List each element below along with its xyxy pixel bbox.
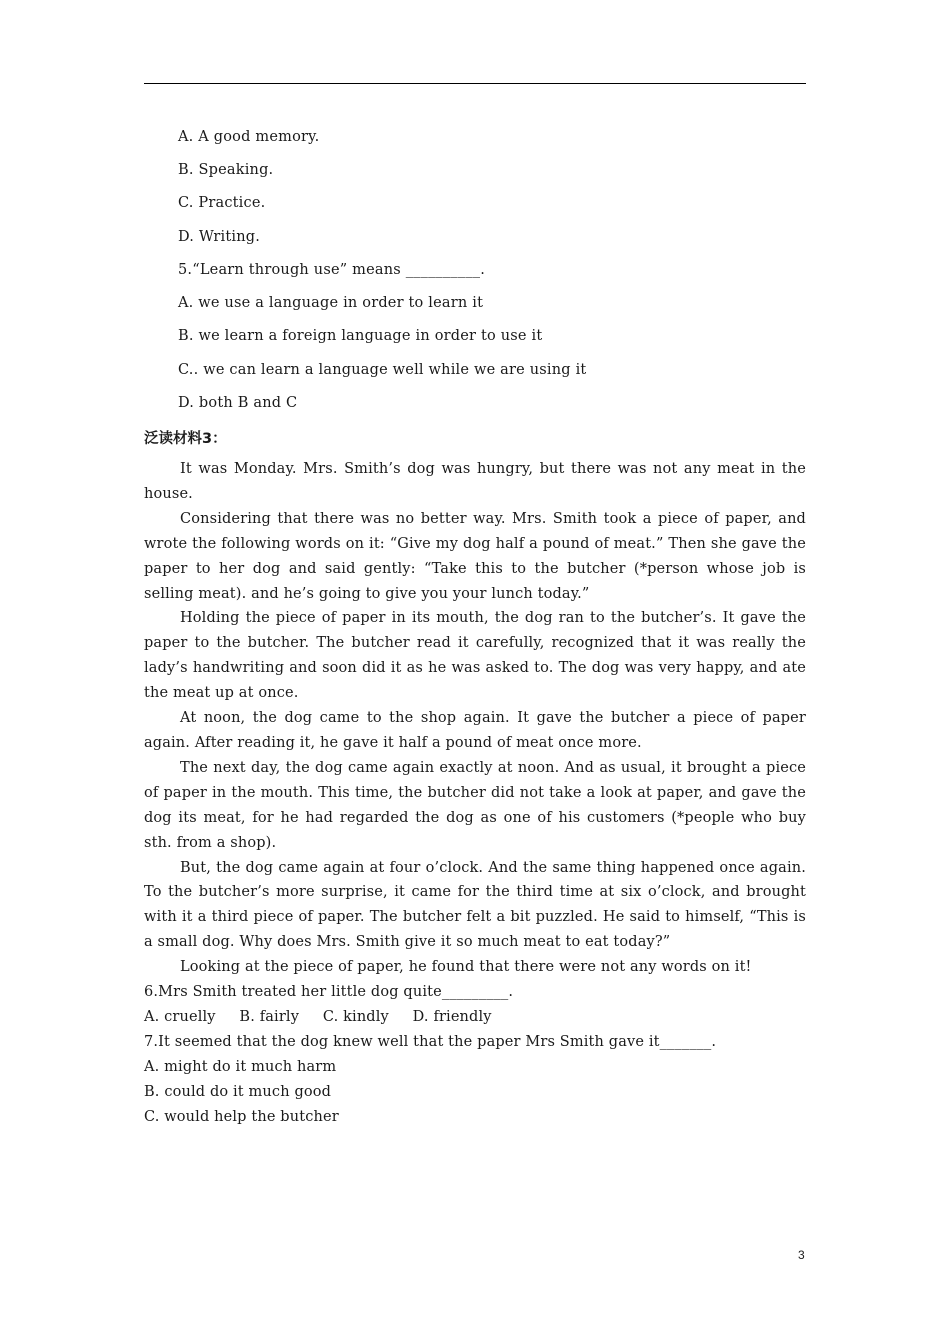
q5-option-a: A. we use a language in order to learn it bbox=[178, 295, 484, 311]
question-7: 7.It seemed that the dog knew well that the paper Mrs Smith gave it_______. bbox=[144, 1033, 717, 1050]
paragraph: At noon, the dog came to the shop again. It gave the butcher a piece of paper again. After reading it, he gave it half a pound of meat once more. bbox=[144, 710, 806, 751]
section-heading: 泛读材料3： bbox=[144, 431, 227, 447]
page-number: 3 bbox=[798, 1248, 805, 1262]
q7-option-a: A. might do it much harm bbox=[144, 1058, 337, 1075]
q7-option-b: B. could do it much good bbox=[144, 1083, 332, 1100]
option-b-speaking: B. Speaking. bbox=[178, 162, 274, 178]
paragraph: Holding the piece of paper in its mouth, the dog ran to the butcher’s. It gave the paper to the butcher. The butcher read it carefully, recognized that it was really the lady’s handwriting and soon did it as he was asked to. The dog was very happy, and ate the meat up at once. bbox=[144, 610, 806, 702]
header-rule bbox=[144, 83, 806, 84]
q6-options: A. cruelly B. fairly C. kindly D. friendly bbox=[144, 1008, 492, 1025]
reading-passage bbox=[144, 457, 806, 1129]
paragraph: Looking at the piece of paper, he found that there were not any words on it! bbox=[180, 959, 752, 976]
paragraph: The next day, the dog came again exactly at noon. And as usual, it brought a piece of paper in the mouth. This time, the butcher did not take a look at paper, and gave the dog its meat, for he had regarded the dog as one of his customers (*people who buy sth. from a shop). bbox=[144, 759, 806, 851]
option-a-memory: A. A good memory. bbox=[178, 129, 320, 145]
question-5: 5.“Learn through use” means __________. bbox=[178, 262, 486, 278]
paragraph: Considering that there was no better way. Mrs. Smith took a piece of paper, and wrote the following words on it: “Give my dog half a pound of meat.” Then she gave the paper to her dog and said gently: “Take this to the butcher (*person whose job is selling meat). and he’s going to give you your lunch today.” bbox=[144, 510, 806, 602]
paragraph: It was Monday. Mrs. Smith’s dog was hungry, but there was not any meat in the house. bbox=[144, 461, 806, 502]
q5-option-b: B. we learn a foreign language in order to use it bbox=[178, 328, 543, 344]
question-6: 6.Mrs Smith treated her little dog quite_________. bbox=[144, 984, 514, 1001]
q5-option-c: C.. we can learn a language well while we are using it bbox=[178, 362, 587, 378]
paragraph: But, the dog came again at four o’clock. And the same thing happened once again. To the butcher’s more surprise, it came for the third time at six o’clock, and brought with it a third piece of paper. The butcher felt a bit puzzled. He said to himself, “This is a small dog. Why does Mrs. Smith give it so much meat to eat today?” bbox=[144, 859, 806, 951]
option-c-practice: C. Practice. bbox=[178, 195, 266, 211]
option-d-writing: D. Writing. bbox=[178, 229, 261, 245]
q7-option-c: C. would help the butcher bbox=[144, 1108, 339, 1125]
q5-option-d: D. both B and C bbox=[178, 395, 298, 411]
